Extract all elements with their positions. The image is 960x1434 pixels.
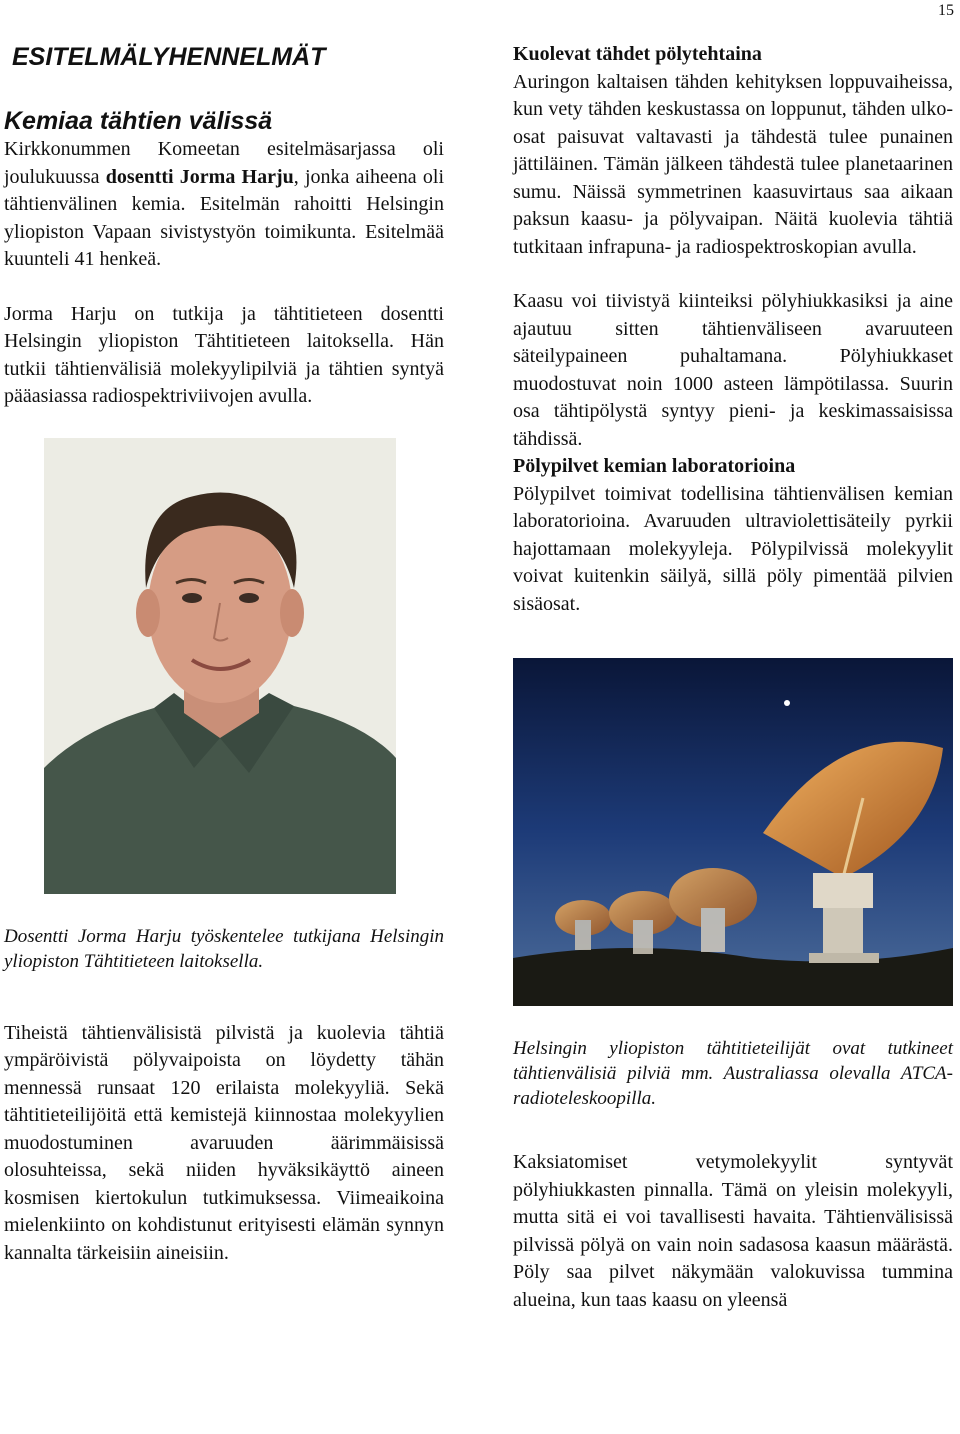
antenna-photo (513, 658, 953, 1006)
dust-paragraph: Kaasu voi tiivistyä kiinteiksi pölyhiukkasiksi ja aine ajautuu sitten tähtienväliseen avaruuteen säteilypaineen puhaltamana. Pölyhiukkaset muodostuvat noin 1000 asteen lämpötilassa. Suurin osa tähtipölystä syntyy pieni- ja keskimassaisissa tähdissä. (513, 290, 953, 450)
portrait-caption: Dosentti Jorma Harju työskentelee tutkijana Helsingin yliopiston Tähtitieteen laitoksella. (4, 925, 444, 972)
right-column (513, 41, 953, 1314)
dying-stars-paragraph: Auringon kaltaisen tähden kehityksen loppuvaiheissa, kun vety tähden keskustassa on loppunut, tähden ulko-osat paisuvat valtavasti ja tähdestä tulee punainen jättiläinen. Tämän jälkeen tähdestä tulee planetaarinen sumu. Näissä symmetrinen kaasuvirtaus saa aikaan paksun kaasu- ja pölyvaipan. Näitä kuolevia tähtiä tutkitaan infrapuna- ja radiospektroskopian avulla. (513, 70, 953, 258)
hydrogen-paragraph: Kaksiatomiset vetymolekyylit syntyvät pölyhiukkasten pinnalla. Tämä on yleisin molekyyli, mutta sitä ei voi tavallisesti havaita. Tähtienvälisissä pilvissä pölyä on vain noin sadasosa kaasun määrästä. Pöly saa pilvet näkymään valokuvissa tummina alueina, kun taas kaasu on yleensä (513, 1151, 953, 1311)
page-number: 15 (938, 2, 954, 19)
article-title: Kemiaa tähtien välissä (4, 107, 273, 135)
heading-dying-stars: Kuolevat tähdet pölytehtaina (513, 43, 762, 65)
intro-text-start: Kirkkonummen Komeetan esitelmäsarjassa oli joulukuussa (4, 138, 444, 188)
bio-paragraph: Jorma Harju on tutkija ja tähtitieteen dosentti Helsingin yliopiston Tähtitieteen laitoksella. Hän tutkii tähtienvälisiä molekyylipilviä ja tähtien syntyä pääasiassa radiospektriviivojen avulla. (4, 302, 444, 407)
intro-paragraph (4, 136, 444, 274)
molecules-paragraph: Tiheistä tähtienvälisistä pilvistä ja kuolevia tähtiä ympäröivistä pölyvaipoista on löydetty tähän mennessä runsaat 120 erilaista molekyyliä. Sekä tähtitieteilijöitä että kemistejä kiinnostaa molekyylien muodostuminen avaruuden äärimmäisissä olosuhteissa, sekä niiden hyväksikäyttö aineen kosmisen kiertokulun tutkimuksessa. Viimeaikoina mielenkiinto on kohdistunut erityisesti elämän synnyn kannalta tärkeisiin aineisiin. (4, 1021, 444, 1264)
antenna-caption: Helsingin yliopiston tähtitieteilijät ovat tutkineet tähtienvälisiä pilviä mm. Australiassa olevalla ATCA-radioteleskoopilla. (513, 1038, 953, 1109)
portrait-photo (44, 438, 396, 894)
dust-clouds-paragraph: Pölypilvet toimivat todellisina tähtienvälisen kemian laboratorioina. Avaruuden ultraviolettisäteily pyrkii hajottamaan molekyyleja. Pölypilvissä molekyylit voivat kuitenkin säilyä, sillä pöly pimentää pilvien sisäosat. (513, 482, 953, 615)
antenna-illustration (513, 658, 953, 1006)
intro-text-end: , jonka aiheena oli tähtienvälinen kemia. Esitelmän rahoitti Helsingin yliopiston Vapaan sivistystyön toimikunta. Esitelmää kuunteli 41 henkeä. (4, 165, 444, 270)
intro-speaker: dosentti Jorma Harju (105, 165, 294, 188)
portrait-illustration (44, 438, 396, 894)
left-column (4, 38, 444, 1267)
section-title: ESITELMÄLYHENNELMÄT (12, 43, 326, 71)
heading-dust-clouds: Pölypilvet kemian laboratorioina (513, 455, 796, 477)
